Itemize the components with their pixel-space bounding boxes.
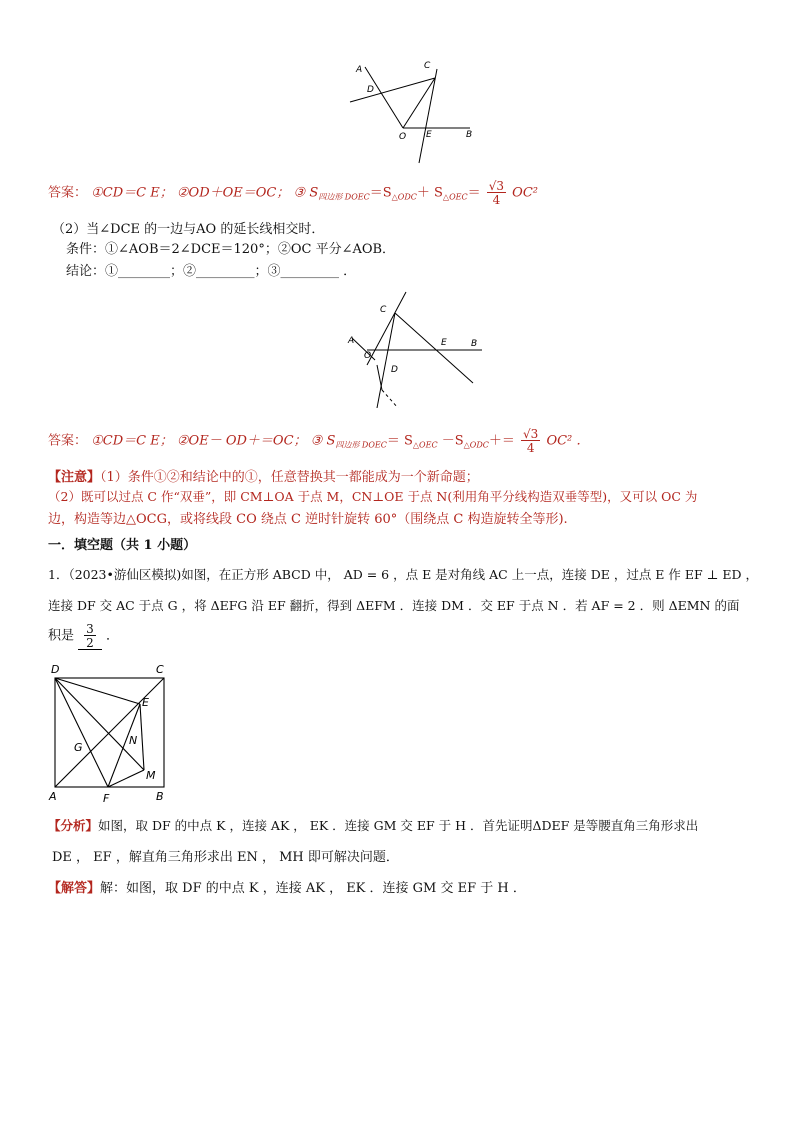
answer-2-tail: OC² ． [546, 433, 590, 449]
figure-1 [345, 55, 485, 170]
fig2-label-D: D [391, 365, 398, 375]
answer-2 [48, 428, 589, 454]
part2-line3: 结论：①________；②_________；③_________ ． [66, 264, 357, 279]
answer-2-c3sub: 四边形 DOEC [335, 440, 387, 450]
part2-line2: 条件：①∠AOB＝2∠DCE＝120°；②OC 平分∠AOB． [66, 242, 396, 257]
fig3-label-C: C [156, 663, 164, 676]
analysis-tag: 【分析】 [48, 818, 99, 833]
fig2-label-C: C [380, 305, 387, 315]
answer-2-c3d: ＋＝ [488, 433, 515, 449]
q1-answer-fraction [84, 623, 96, 649]
q1-line2: 连接 DF 交 AC 于点 G ，将 ΔEFG 沿 EF 翻折，得到 ΔEFM ．连接 DM ．交 EF 于点 N ．若 AF = 2 ．则 ΔEMN 的面 [48, 598, 740, 613]
fig2-label-B: B [471, 339, 478, 349]
note-line3: 边，构造等边△OCG，或将线段 CO 绕点 C 逆时针旋转 60°（围绕点 C 构造旋转全等形). [48, 512, 568, 527]
fig3-label-M: M [146, 769, 156, 782]
answer-1-c3a: ③ S [293, 185, 319, 201]
part2-line1: （2）当∠DCE 的一边与AO 的延长线相交时． [52, 222, 325, 237]
answer-1-frac-num: √3 [488, 179, 505, 193]
fig1-label-B: B [466, 130, 473, 140]
q1-line3 [48, 623, 119, 650]
analysis-line2: DE ， EF ，解直角三角形求出 EN ， MH 即可解决问题． [52, 850, 399, 865]
answer-2-c3b: ＝ S [386, 433, 413, 449]
answer-1-frac-den: 4 [492, 193, 501, 207]
analysis-text-1: 如图，取 DF 的中点 K ，连接 AK ， EK ．连接 GM 交 EF 于 H ．首先证明ΔDEF 是等腰直角三角形求出 [98, 818, 699, 833]
q1-ans-den: 2 [86, 636, 94, 650]
answer-1 [48, 180, 538, 206]
answer-1-c3c: ＋ S [416, 185, 443, 201]
answer-2-fraction [521, 428, 540, 454]
fig3-label-G: G [74, 741, 83, 754]
answer-1-c1: ①CD＝C E； [91, 185, 173, 201]
q1-line3-b: ． [105, 628, 119, 644]
answer-2-c3sub3: △ODC [463, 440, 489, 450]
fig3-label-A: A [49, 790, 57, 803]
figure-3 [45, 660, 175, 805]
solution-text-1: 解：如图，取 DF 的中点 K ，连接 AK ， EK ．连接 GM 交 EF 于 H ． [100, 881, 526, 896]
answer-2-c1: ①CD＝C E； [91, 433, 173, 449]
solution-line1 [48, 877, 526, 896]
figure-2 [340, 290, 490, 408]
fig2-label-A: A [348, 336, 355, 346]
note-text-1: （1）条件①②和结论中的①，任意替换其一都能成为一个新命题； [100, 470, 479, 485]
answer-1-c2: ②OD＋OE＝OC； [176, 185, 290, 201]
answer-1-c3sub2: △ODC [391, 192, 417, 202]
q1-line3-a: 积是 [48, 628, 75, 644]
answer-2-frac-den: 4 [526, 441, 535, 455]
fig3-label-N: N [129, 734, 138, 747]
answer-1-fraction [487, 180, 506, 206]
q1-line1: 1．（2023•游仙区模拟)如图，在正方形 ABCD 中， AD = 6 ，点 E 是对角线 AC 上一点，连接 DE ，过点 E 作 EF ⊥ ED ， [48, 567, 758, 582]
fig3-label-F: F [103, 792, 110, 805]
answer-1-c3sub: 四边形 DOEC [318, 192, 370, 202]
answer-1-prefix: 答案： [48, 185, 88, 201]
answer-2-c2: ②OE－ OD＋＝OC； [176, 433, 307, 449]
answer-2-prefix: 答案： [48, 433, 88, 449]
fig2-label-E: E [441, 338, 447, 348]
fig1-label-D: D [367, 85, 374, 95]
fig3-label-B: B [156, 790, 164, 803]
answer-1-c3sub3: △OEC [442, 192, 468, 202]
q1-answer-blank [78, 623, 102, 650]
fig1-label-E: E [426, 130, 432, 140]
q1-ans-num: 3 [86, 622, 94, 636]
note-line2: （2）既可以过点 C 作“双垂”，即 CM⊥OA 于点 M，CN⊥OE 于点 N(利用角平分线构造双垂等型)，又可以 OC 为 [48, 489, 698, 504]
analysis-line1 [48, 816, 698, 834]
answer-2-c3c: －S [437, 433, 464, 449]
note-tag: 【注意】 [48, 470, 101, 485]
section-title: 一．填空题（共 1 小题） [48, 538, 197, 553]
fig1-label-C: C [424, 61, 431, 71]
note-line1 [48, 466, 479, 485]
fig1-label-O: O [399, 132, 407, 142]
fig1-label-A: A [356, 65, 363, 75]
fig3-label-E: E [142, 696, 149, 709]
fig2-label-O: O [364, 351, 372, 361]
answer-2-c3sub2: △OEC [412, 440, 438, 450]
answer-1-c3d: ＝ [467, 185, 481, 201]
answer-1-tail: OC² [512, 185, 538, 201]
solution-tag: 【解答】 [48, 881, 101, 896]
fig3-label-D: D [51, 663, 60, 676]
answer-2-c3a: ③ S [310, 433, 336, 449]
answer-1-c3b: ＝S [369, 185, 392, 201]
answer-2-frac-num: √3 [523, 427, 539, 441]
